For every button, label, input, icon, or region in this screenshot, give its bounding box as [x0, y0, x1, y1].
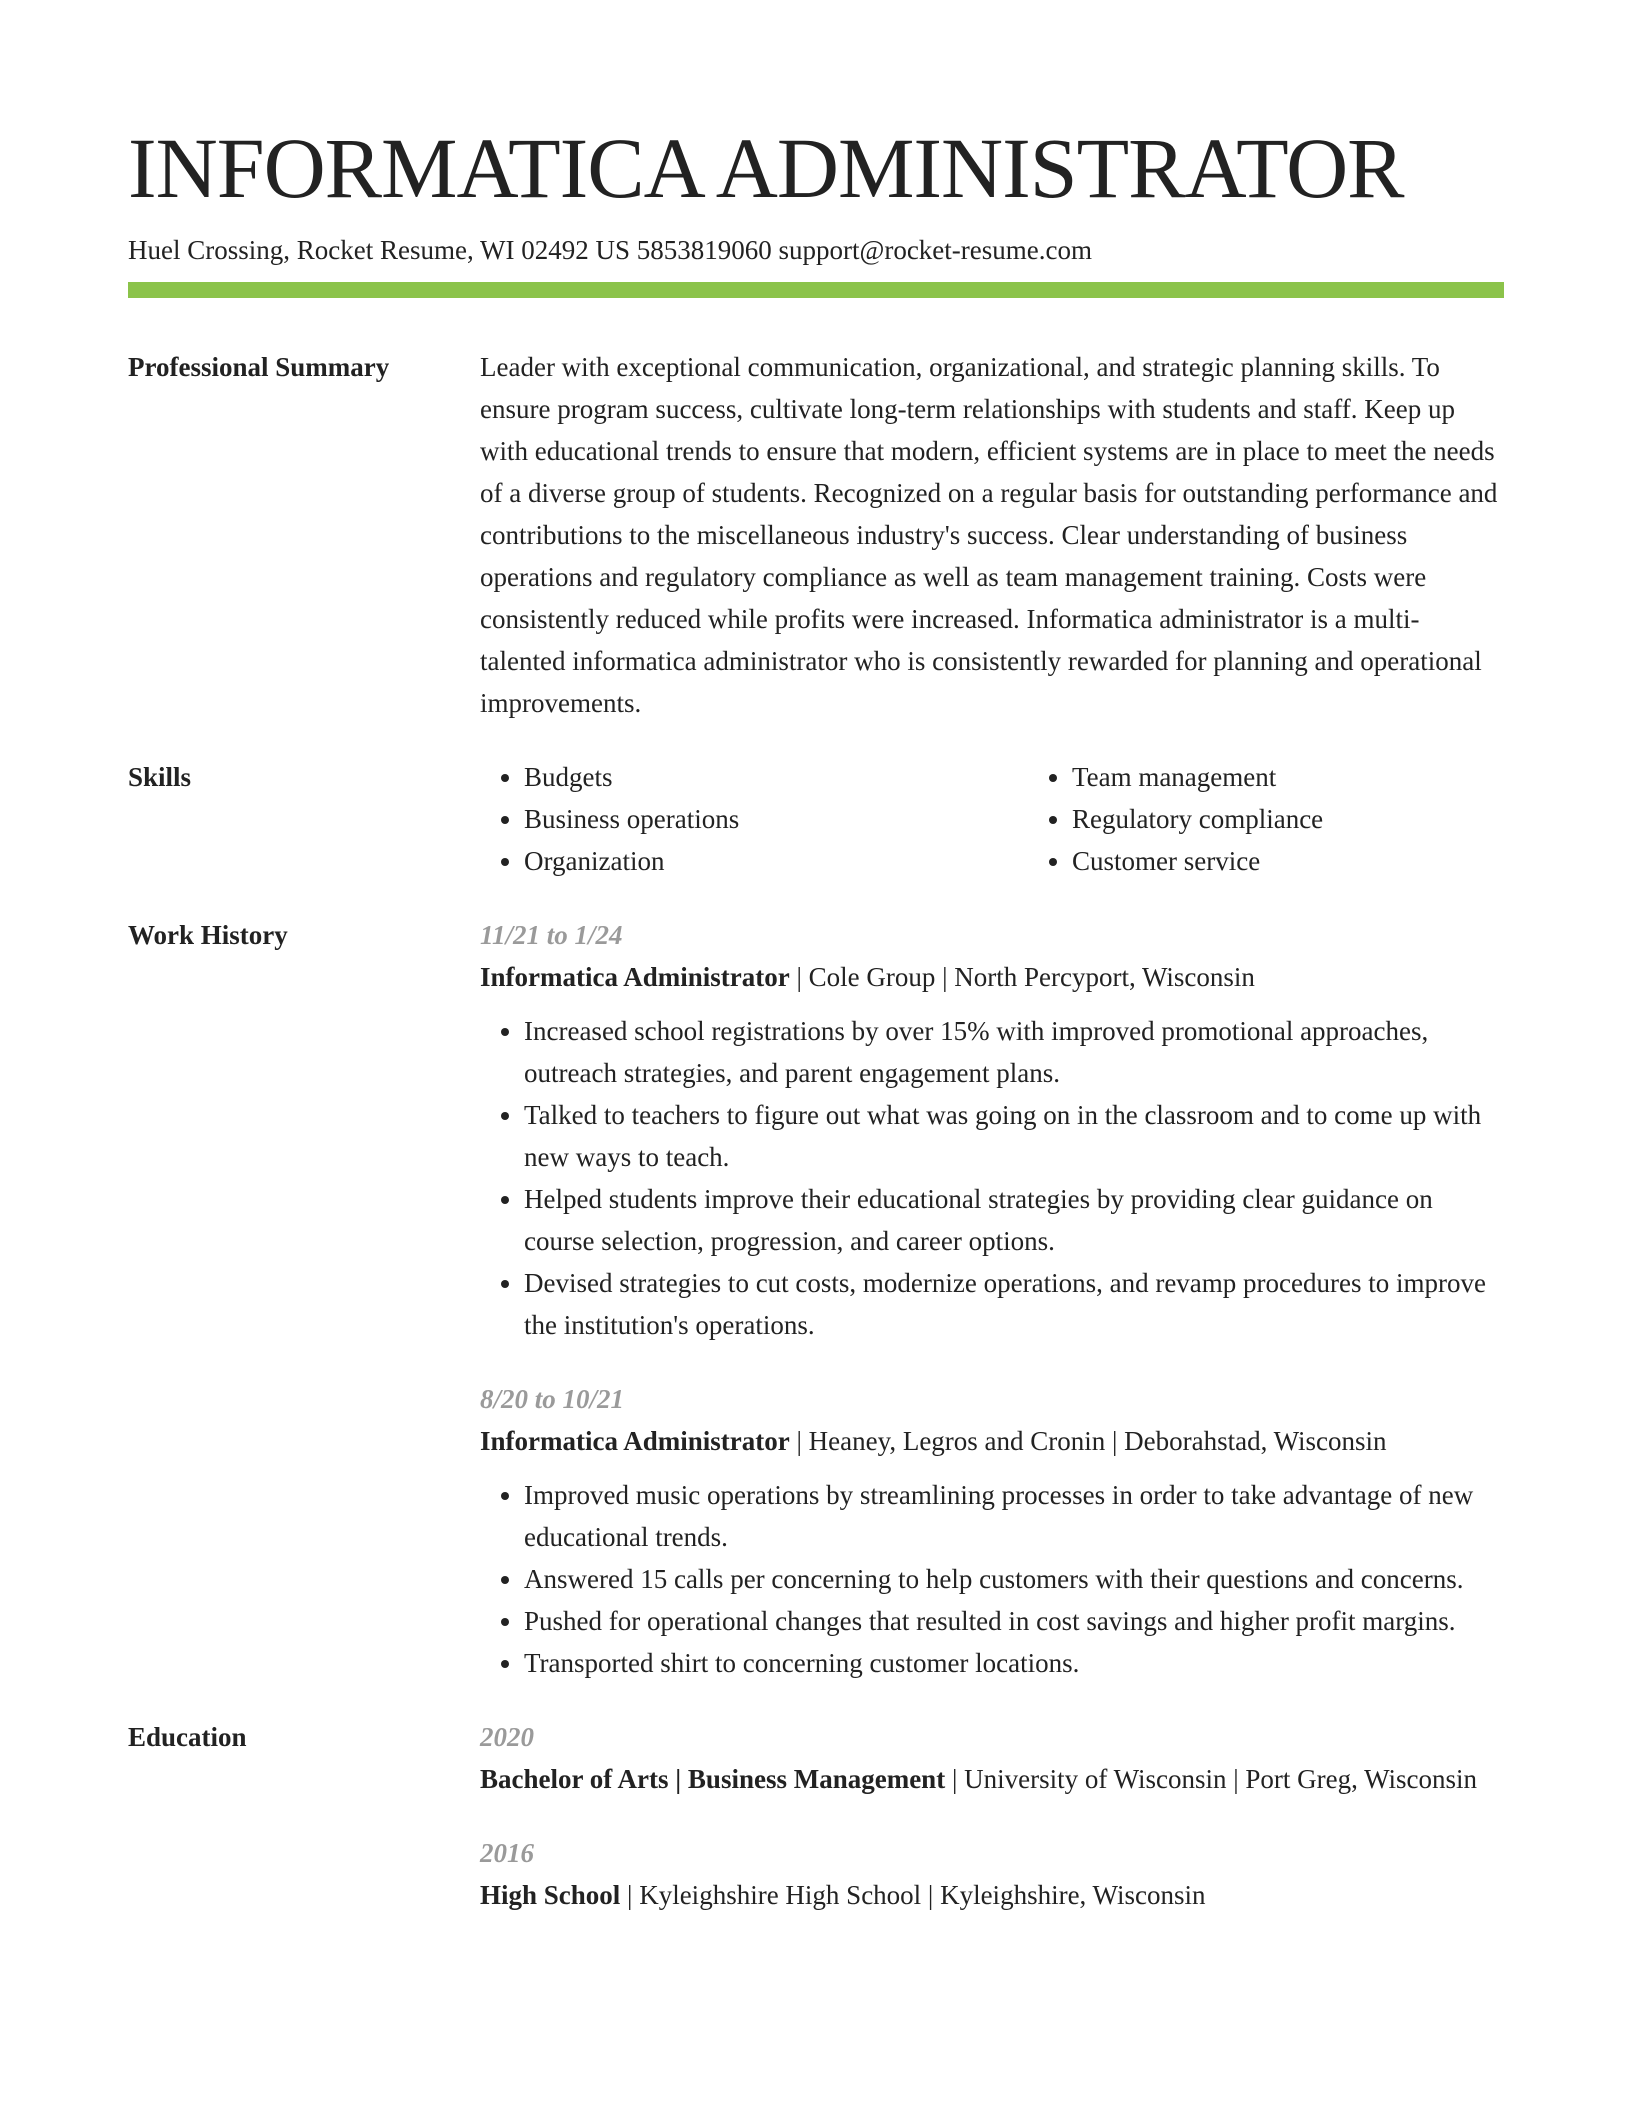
job-bullet: • Transported shirt to concerning customer locations.	[524, 1642, 1504, 1684]
job-bullet: • Helped students improve their educational strategies by providing clear guidance on course selection, progression, and career options.	[524, 1178, 1504, 1262]
skill-item: • Budgets	[524, 756, 1028, 798]
skill-item: • Team management	[1072, 756, 1576, 798]
section-title-summary: Professional Summary	[128, 352, 390, 382]
education-degree: High School	[480, 1880, 621, 1910]
job-bullets	[480, 1010, 1504, 1346]
section-title-education: Education	[128, 1722, 247, 1752]
job-bullet: • Answered 15 calls per concerning to help customers with their questions and concerns.	[524, 1558, 1504, 1600]
resume-page	[128, 118, 1504, 1916]
education-year: 2016	[480, 1838, 534, 1868]
education-entry	[480, 1716, 1504, 1800]
skills-list-right	[1028, 756, 1576, 882]
skill-item: • Regulatory compliance	[1072, 798, 1576, 840]
job-entry	[480, 1378, 1504, 1684]
education-degree: Bachelor of Arts | Business Management	[480, 1764, 946, 1794]
education-heading	[480, 1758, 1504, 1800]
education-section	[128, 1716, 1504, 1916]
job-details: | Heaney, Legros and Cronin | Deborahstad, Wisconsin	[789, 1426, 1387, 1456]
skills-list-left	[480, 756, 1028, 882]
education-details: | Kyleighshire High School | Kyleighshire, Wisconsin	[620, 1880, 1206, 1910]
job-bullet: • Increased school registrations by over 15% with improved promotional approaches, outreach strategies, and parent engagement plans.	[524, 1010, 1504, 1094]
work-history-section	[128, 914, 1504, 1684]
education-details: | University of Wisconsin | Port Greg, Wisconsin	[945, 1764, 1478, 1794]
job-details: | Cole Group | North Percyport, Wisconsin	[789, 962, 1255, 992]
job-dates: 8/20 to 10/21	[480, 1384, 625, 1414]
job-bullet: • Talked to teachers to figure out what was going on in the classroom and to come up with new ways to teach.	[524, 1094, 1504, 1178]
education-entry	[480, 1832, 1504, 1916]
education-heading	[480, 1874, 1504, 1916]
job-title: Informatica Administrator	[480, 1426, 790, 1456]
skill-item: • Customer service	[1072, 840, 1576, 882]
job-dates: 11/21 to 1/24	[480, 920, 623, 950]
skill-item: • Organization	[524, 840, 1028, 882]
summary-text: Leader with exceptional communication, organizational, and strategic planning skills. To ensure program success, cultivate long-term relationships with students and staff. Keep up with educational trends to ensure that modern, efficient systems are in place to meet the needs of a diverse group of students. Recognized on a regular basis for outstanding performance and contributions to the miscellaneous industry's success. Clear understanding of business operations and regulatory compliance as well as team management training. Costs were consistently reduced while profits were increased. Informatica administrator is a multi-talented informatica administrator who is consistently rewarded for planning and operational improvements.	[480, 352, 1498, 718]
job-bullet: • Pushed for operational changes that resulted in cost savings and higher profit margins.	[524, 1600, 1504, 1642]
job-bullets	[480, 1474, 1504, 1684]
job-heading	[480, 956, 1504, 998]
accent-divider	[128, 282, 1504, 298]
job-bullet: • Improved music operations by streamlining processes in order to take advantage of new educational trends.	[524, 1474, 1504, 1558]
contact-info: Huel Crossing, Rocket Resume, WI 02492 US 5853819060 support@rocket-resume.com	[128, 235, 1092, 265]
job-heading	[480, 1420, 1504, 1462]
job-title: Informatica Administrator	[480, 962, 790, 992]
section-title-work: Work History	[128, 920, 288, 950]
job-bullet: • Devised strategies to cut costs, modernize operations, and revamp procedures to improve the institution's operations.	[524, 1262, 1504, 1346]
job-entry	[480, 914, 1504, 1346]
skill-item: • Business operations	[524, 798, 1028, 840]
candidate-name: INFORMATICA ADMINISTRATOR	[128, 120, 1404, 216]
summary-section	[128, 346, 1504, 724]
section-title-skills: Skills	[128, 762, 192, 792]
education-year: 2020	[480, 1722, 534, 1752]
skills-section	[128, 756, 1504, 882]
